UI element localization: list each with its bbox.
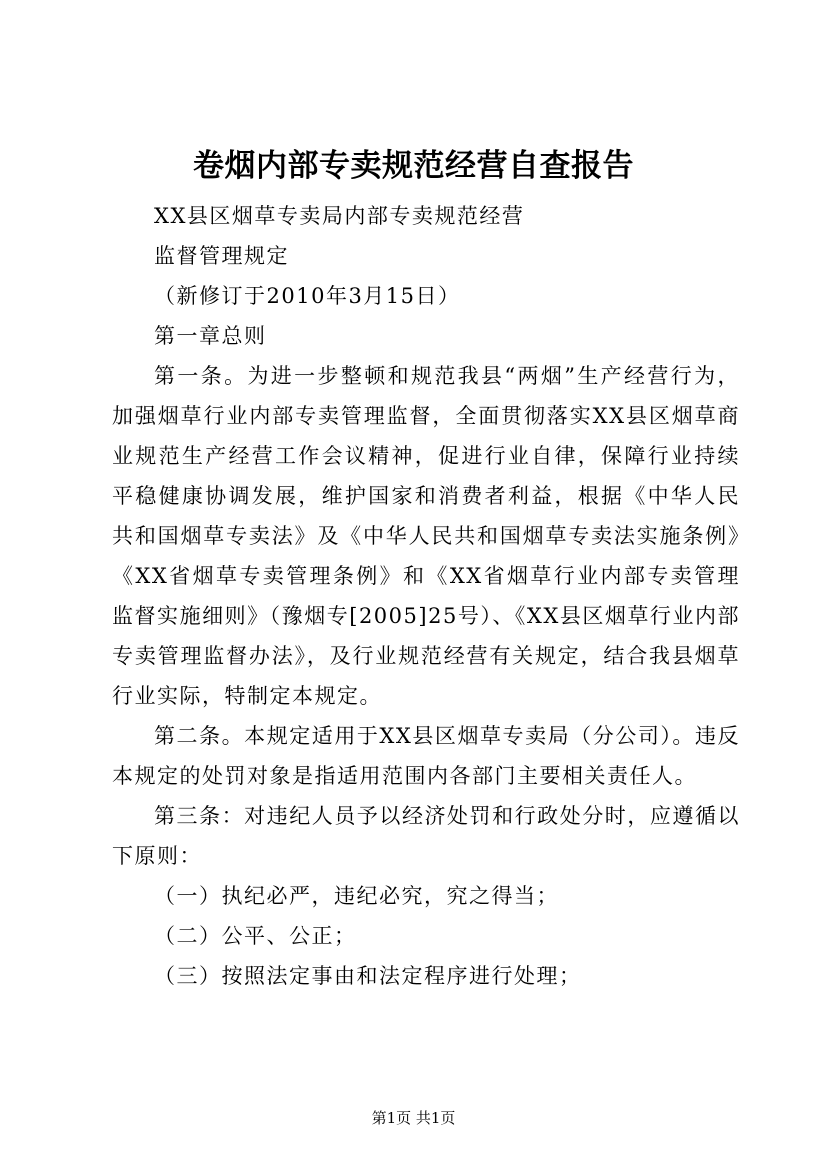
paragraph-issuer: XX县区烟草专卖局内部专卖规范经营	[154, 204, 525, 228]
article-1: 第一条。为进一步整顿和规范我县“两烟”生产经营行为，加强烟草行业内部专卖管理监督，全面贯彻落实XX县区烟草商业规范生产经营工作会议精神，促进行业自律，保障行业持续平稳健康协调发展，维护国家和消费者利益，根据《中华人民共和国烟草专卖法》及《中华人民共和国烟草专卖法实施条例》《XX省烟草专卖管理条例》和《XX省烟草行业内部专卖管理监督实施细则》（豫烟专[2005]25号）、《XX县区烟草行业内部专卖管理监督办法》，及行业规范经营有关规定，结合我县烟草行业实际，特制定本规定。	[112, 364, 740, 708]
principle-item-1: （一）执纪必严，违纪必究，究之得当；	[154, 884, 559, 908]
document-body	[112, 196, 740, 996]
article-3: 第三条：对违纪人员予以经济处罚和行政处分时，应遵循以下原则：	[112, 804, 740, 868]
principle-item-2: （二）公平、公正；	[154, 924, 357, 948]
paragraph-revision-date: （新修订于2010年3月15日）	[154, 284, 461, 308]
paragraph-regulation-name: 监督管理规定	[154, 244, 289, 268]
page-number: 第1页 共1页	[371, 1109, 456, 1127]
principle-item-3: （三）按照法定事由和法定程序进行处理；	[154, 964, 582, 988]
chapter-heading: 第一章总则	[154, 324, 267, 348]
document-title: 卷烟内部专卖规范经营自查报告	[193, 148, 634, 184]
article-2: 第二条。本规定适用于XX县区烟草专卖局（分公司）。违反本规定的处罚对象是指适用范围内各部门主要相关责任人。	[112, 724, 740, 788]
